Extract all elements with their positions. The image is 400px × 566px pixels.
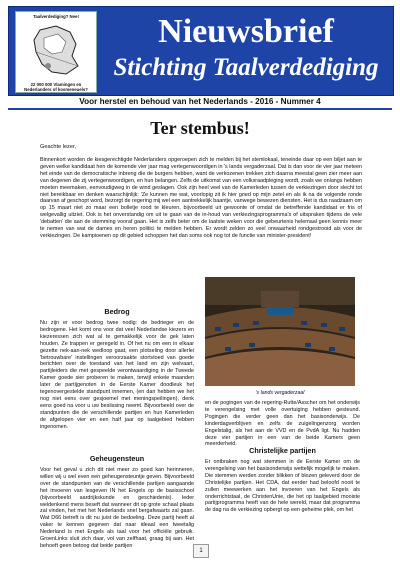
divider <box>8 108 392 110</box>
newsletter-subtitle: Stichting Taalverdediging <box>113 54 379 81</box>
page-number: 1 <box>193 544 209 558</box>
article-headline: Ter stembus! <box>150 118 250 138</box>
photo-caption: 's lands vergaderzaal <box>255 390 305 396</box>
netherlands-map-icon <box>26 22 86 80</box>
section-heading-bedrog: Bedrog <box>104 307 130 316</box>
logo-top-text: Taalverdediging? Nee! <box>33 14 79 19</box>
bedrog-paragraph: Nu zijn er voor bedrog twee nodig: de bedrieger en de bedrogene. Het komt ons voor dat veel Nederlandse kiezers en kiezeressen zich wat al te gemakkelijk voor de gek laten houden. Ze trappen er geregeld in. Of het nu om een in elkaar gezette nek-aan-nek wedloop gaat, een plotseling door allerlei 'betrouwbare' instellingen veroorzaakte stortvloed van goede berichten over de toestand van het land en zijn welvaart, partijleiders die met gespeelde verontwaardiging in de Tweede Kamer goede sier proberen te maken, terwijl enkele maanden later de partijgenoten in de Eerste Kamer doodleuk het tegenovergestelde standpunt innemen, (en dan hebben we het nog niet eens over gesjoemel met meningspeilingen), denk eens goed na voor u uw beslissing neemt. Bijvoorbeeld over de standpunten die de verschillende partijen en hun Kamerleden de afgelopen vier en een half jaar op taalgebied hebben ingenomen. <box>40 320 194 430</box>
issue-tagline: Voor herstel en behoud van het Nederlands - 2016 - Nummer 4 <box>79 97 321 106</box>
right-column-paragraph: en de pogingen van de regering-Rutte/Asscher om het onderwijs te verengelsing met volle overtuiging hebben gesteund. Pogingen die verder geen dan het basisonderwijs. De kinderdagverblijven en zelfs de zuigelingenzorg worden Engelstalig, als het aan de VVD en de PvdA ligt. Nu hadden deze vier partijen in een van de beide Kamers geen meerderheid. <box>205 400 360 448</box>
intro-paragraph: Binnenkort worden de kiesgerechtigde Nederlanders opgeroepen zich te melden bij het stemlokaal, teneinde daar op een biljet aan te geven welke kandidaat hen de komende vier jaar mag vertegenwoordigen in 's lands vergaderzaal. Dat is dan voor de vier jaar meteen het einde van de democratische inbreng die de burgers hebben, want de verkozenen trekken zich daarna meestal geen zier meer aan van degenen die zij vertegenwoordigen, en hun belangen. Zelfs de uitkomst van een volksraadpleging wordt, zoals we onlangs hebben moeten meemaken, eenvoudigweg in de wind geslagen. Ook zijn heel veel van de Kamerleden tussen de verkiezingen door slecht tot niet bereikbaar en denken waarschijnlijk: 'Ze kunnen me wat, voorlopig zit ik hier goed op mijn zetel en als ik na de volgende ronde daarvan af geschopt word, bezorgt de regering mij wel een aantrekkelijk baantje, vanwege bewezen diensten. Het is dus raadzaam om op 15 maart niet zo maar een bolletje rood te kleuren, bijvoorbeeld uit gewoonte of omdat de betreffende kandidaat er fris of welgevallig uitziet. Ook is het onverstandig om uit te gaan van de in-houd van verkiezingsprogramma's of uitspraken tijdens de vele 'debatten' die aan de stemming vooraf gaan. Het is zelfs beter om de laatste weken voor die gebeurtenis helemaal geen kennis meer te nemen van wat de dames en heren politici te melden hebben. Er wordt zelden zo veel onwaarheid rondgestrooid als voor de verkiezingen. De kampioenen op dit gebied schoppen het dan soms ook nog tot de functie van minister-president! <box>40 157 362 239</box>
logo-bottom-text: 22 000 000 Vlamingen en Nederlanders of kosmeneuels? <box>24 82 88 92</box>
masthead <box>8 6 394 96</box>
geheugensteun-paragraph: Voor het geval u zich dit niet meer zo goed kan herinneren, willen wij u wel even een geheugensteuntje geven. Bijvoorbeeld over de standpunten van de verschillende partijen aangaande het invoeren van lesgeven IN het Engels op de basisschool (bijvoorbeeld aardrijkskunde en geschiedenis). Ieder weldenkend mens beseft dat wanneer dit op grote schaal plaats zal vinden, het met het Nederlands snel bergafwaarts zal gaan. Wat D66 betreft is dit nu juist de bedoeling. Deze partij heeft al vaker te kennen gegeven dat naar ideaal een tweetalig Nederland is met Engels als taal voor het officiële gebruik. GroenLinks sluit zich daar, vol van zelfhaat, graag bij aan. Het behoeft geen betoog dat beide partijen <box>40 467 194 549</box>
section-heading-geheugensteun: Geheugensteun <box>89 454 145 463</box>
parliament-photo <box>205 277 355 386</box>
section-heading-christelijke-partijen: Christelijke partijen <box>249 446 316 455</box>
christelijke-paragraph: Er ontbraken nog wat stemmen in de Eerste Kamer om de verengelsing van het basisonderwijs wettelijk mogelijk te maken. Die stemmen werden zonder blikken of blozen geleverd door de Christelijke partijen. Het CDA, dat eerder had beloofd nooit te zullen meewerken aan het invoeren van het Engels als onderrichtstaal, de ChristenUnie, die het op taalgebied mooiste partijprogramma heeft van de hele wereld, maar dat programma de dag na de verkiezing opbergt op een geheime plek, om het <box>205 459 360 514</box>
logo <box>15 11 97 93</box>
newsletter-title: Nieuwsbrief <box>158 13 334 50</box>
salutation: Geachte lezer, <box>40 144 77 150</box>
